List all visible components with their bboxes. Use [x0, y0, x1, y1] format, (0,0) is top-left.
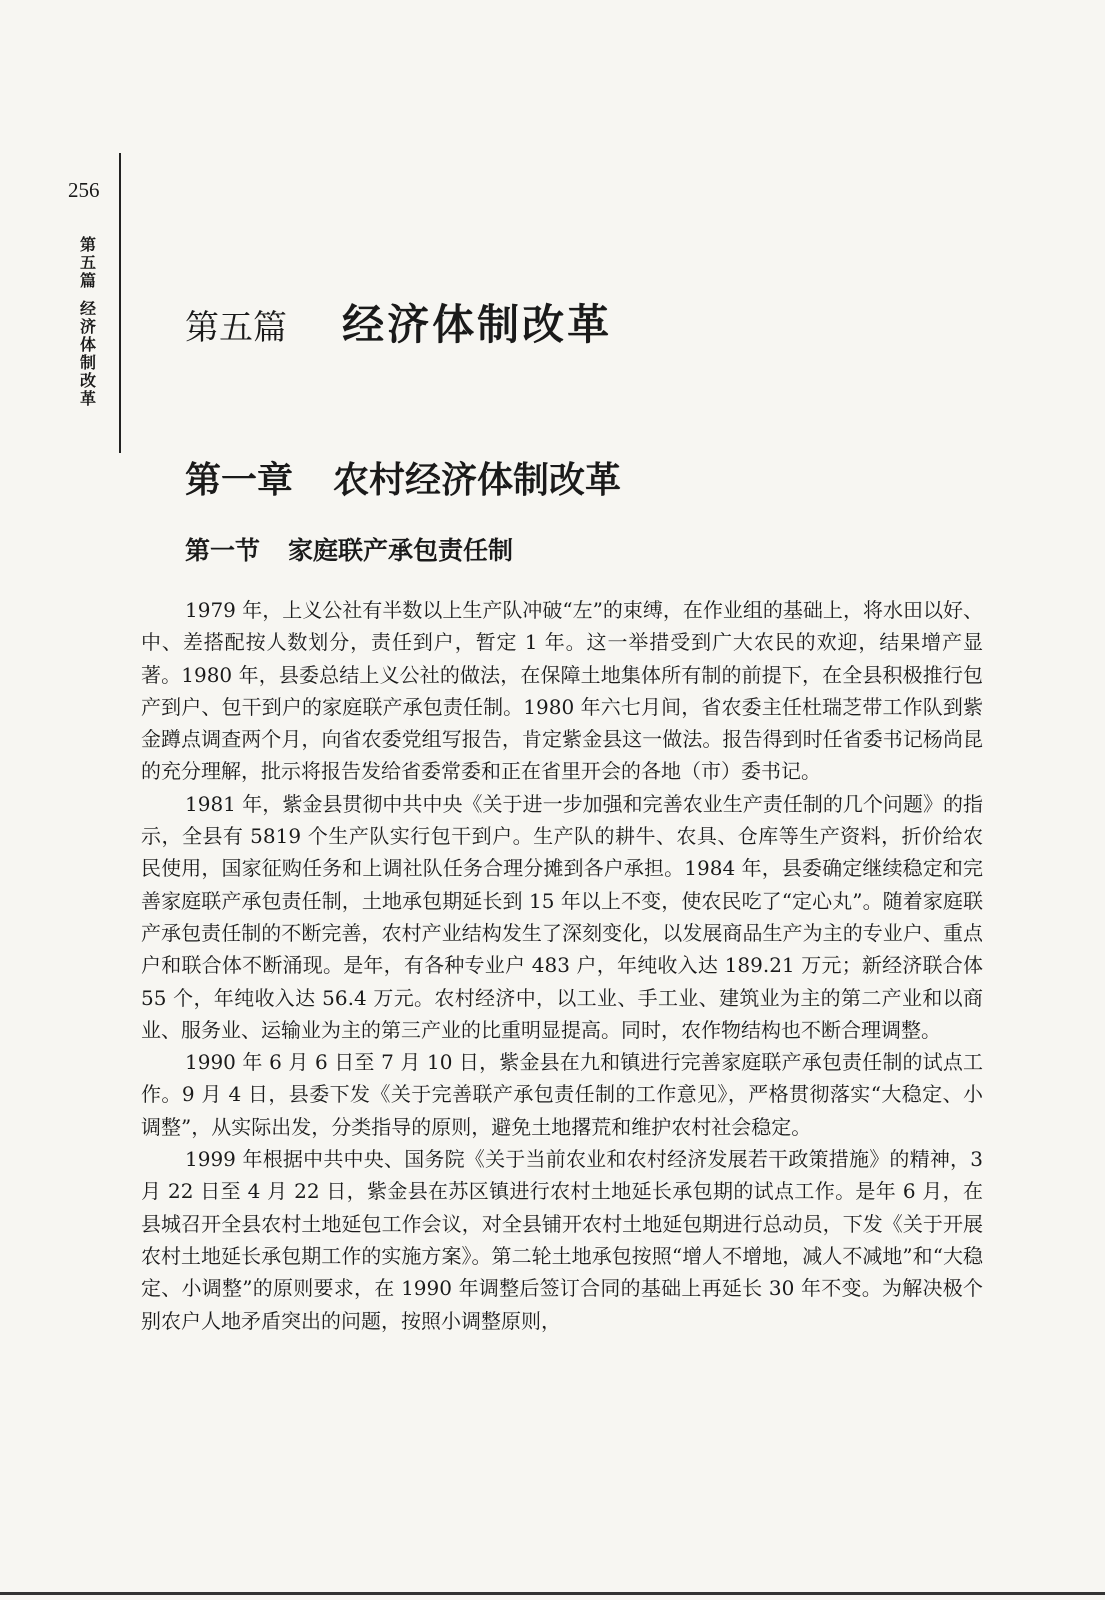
running-head-part: 第五篇	[80, 235, 97, 290]
paragraph: 1981 年，紫金县贯彻中共中央《关于进一步加强和完善农业生产责任制的几个问题》的指示，全县有 5819 个生产队实行包干到户。生产队的耕牛、农具、仓库等生产资料，折价给农民使用，国家征购任务和上调社队任务合理分摊到各户承担。1984 年，县委确定继续稳定和完善家庭联产承包责任制，土地承包期延长到 15 年以上不变，使农民吃了“定心丸”。随着家庭联产承包责任制的不断完善，农村产业结构发生了深刻变化，以发展商品生产为主的专业户、重点户和联合体不断涌现。是年，有各种专业户 483 户，年纯收入达 189.21 万元；新经济联合体 55 个，年纯收入达 56.4 万元。农村经济中，以工业、手工业、建筑业为主的第二产业和以商业、服务业、运输业为主的第三产业的比重明显提高。同时，农作物结构也不断合理调整。	[141, 791, 983, 1042]
chapter-label: 第一章	[185, 459, 294, 501]
body-text	[141, 594, 983, 1337]
section-name: 家庭联产承包责任制	[288, 536, 514, 565]
section-heading	[185, 531, 513, 567]
page-number: 256	[68, 178, 100, 202]
paragraph: 1999 年根据中共中央、国务院《关于当前农业和农村经济发展若干政策措施》的精神，3 月 22 日至 4 月 22 日，紫金县在苏区镇进行农村土地延长承包期的试点工作。是年 6 月，在县城召开全县农村土地延包工作会议，对全县铺开农村土地延包期进行总动员，下发《关于开展农村土地延长承包期工作的实施方案》。第二轮土地承包按照“增人不增地，减人不减地”和“大稳定、小调整”的原则要求，在 1990 年调整后签订合同的基础上再延长 30 年不变。为解决极个别农户人地矛盾突出的问题，按照小调整原则，	[141, 1147, 983, 1333]
running-head	[80, 236, 102, 408]
part-heading	[185, 292, 612, 352]
chapter-heading	[185, 452, 621, 503]
part-label: 第五篇	[185, 308, 287, 348]
margin-rule	[119, 153, 121, 453]
paragraph: 1990 年 6 月 6 日至 7 月 10 日，紫金县在九和镇进行完善家庭联产承包责任制的试点工作。9 月 4 日，县委下发《关于完善联产承包责任制的工作意见》，严格贯彻落实“大稳定、小调整”，从实际出发，分类指导的原则，避免土地撂荒和维护农村社会稳定。	[141, 1050, 983, 1139]
section-label: 第一节	[185, 536, 261, 565]
paragraph: 1979 年，上义公社有半数以上生产队冲破“左”的束缚，在作业组的基础上，将水田以好、中、差搭配按人数划分，责任到户，暂定 1 年。这一举措受到广大农民的欢迎，结果增产显著。1980 年，县委总结上义公社的做法，在保障土地集体所有制的前提下，在全县积极推行包产到户、包干到户的家庭联产承包责任制。1980 年六七月间，省农委主任杜瑞芝带工作队到紫金蹲点调查两个月，向省农委党组写报告，肯定紫金县这一做法。报告得到时任省委书记杨尚昆的充分理解，批示将报告发给省委常委和正在省里开会的各地（市）委书记。	[141, 598, 983, 784]
part-name: 经济体制改革	[342, 300, 613, 349]
chapter-name: 农村经济体制改革	[333, 459, 622, 501]
running-head-title: 经济体制改革	[80, 299, 97, 408]
scan-edge-rule	[0, 1592, 1105, 1595]
